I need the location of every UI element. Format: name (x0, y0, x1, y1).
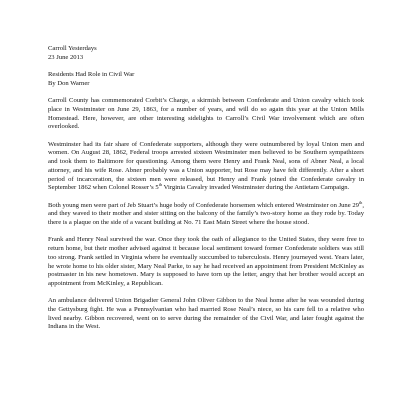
ordinal-superscript: th (158, 182, 163, 188)
column-header (48, 45, 364, 62)
ordinal-superscript: th (358, 199, 363, 205)
paragraph-5: An ambulance delivered Union Brigadier General John Oliver Gibbon to the Neal home after he was wounded during the Gettysburg fight. He was a Pennsylvanian who had married Rose Neal’s niece, so his care fell to a relative who lived nearby. Gibbon recovered, went on to serve during the remainder of the Civil War, and later fought against the Indians in the West. (48, 297, 364, 331)
article-byline: By Don Warner (48, 79, 90, 87)
column-name: Carroll Yesterdays (48, 45, 97, 52)
article-title: Residents Had Role in Civil War (48, 71, 135, 79)
paragraph-3: Both young men were part of Jeb Stuart’s huge body of Confederate horsemen which entered Westminster on June 29th, and they waved to their mother and sister sitting on the balcony of the family’s two-story home as they rode by. Today there is a plaque on the side of a vacant building at No. 71 East Main Street where the house stood. (48, 199, 364, 226)
paragraph-4: Frank and Henry Neal survived the war. Once they took the oath of allegiance to the United States, they were free to return home, but their mother advised against it because local sentiment toward former Confederate soldiers was still too strong. Frank settled in Virginia where he eventually succumbed to tuberculosis. Henry journeyed west. Years later, he wrote home to his older sister, Mary Neal Parke, to say he had received an appointment from President McKinley as postmaster in his new hometown. Mary is supposed to have torn up the letter, angry that her brother would accept an appointment from McKinley, a Republican. (48, 236, 364, 287)
paragraph-1: Carroll County has commemorated Corbit’s Charge, a skirmish between Confederate and Union cavalry which took place in Westminster on June 29, 1863, for a number of years, and will do so again this year at the Union Mills Homestead. Here, however, are other interesting sidelights to Carroll’s Civil War involvement which are often overlooked. (48, 97, 364, 131)
article-heading (48, 71, 364, 88)
paragraph-2: Westminster had its fair share of Confederate supporters, although they were outnumbered by loyal Union men and women. On August 28, 1862, Federal troops arrested sixteen Westminster men believed to be Southern sympathizers and took them to Baltimore for questioning. Among them were Henry and Frank Neal, sons of Abner Neal, a local attorney, and his wife Rose. Abner probably was a Union supporter, but Rose may have felt differently. After a short period of incarceration, the sixteen men were released, but Henry and Frank joined the Confederate cavalry in September 1862 when Colonel Rosser’s 5th Virginia Cavalry invaded Westminster during the Antietam Campaign. (48, 140, 364, 192)
publication-date: 23 June 2013 (48, 53, 84, 61)
